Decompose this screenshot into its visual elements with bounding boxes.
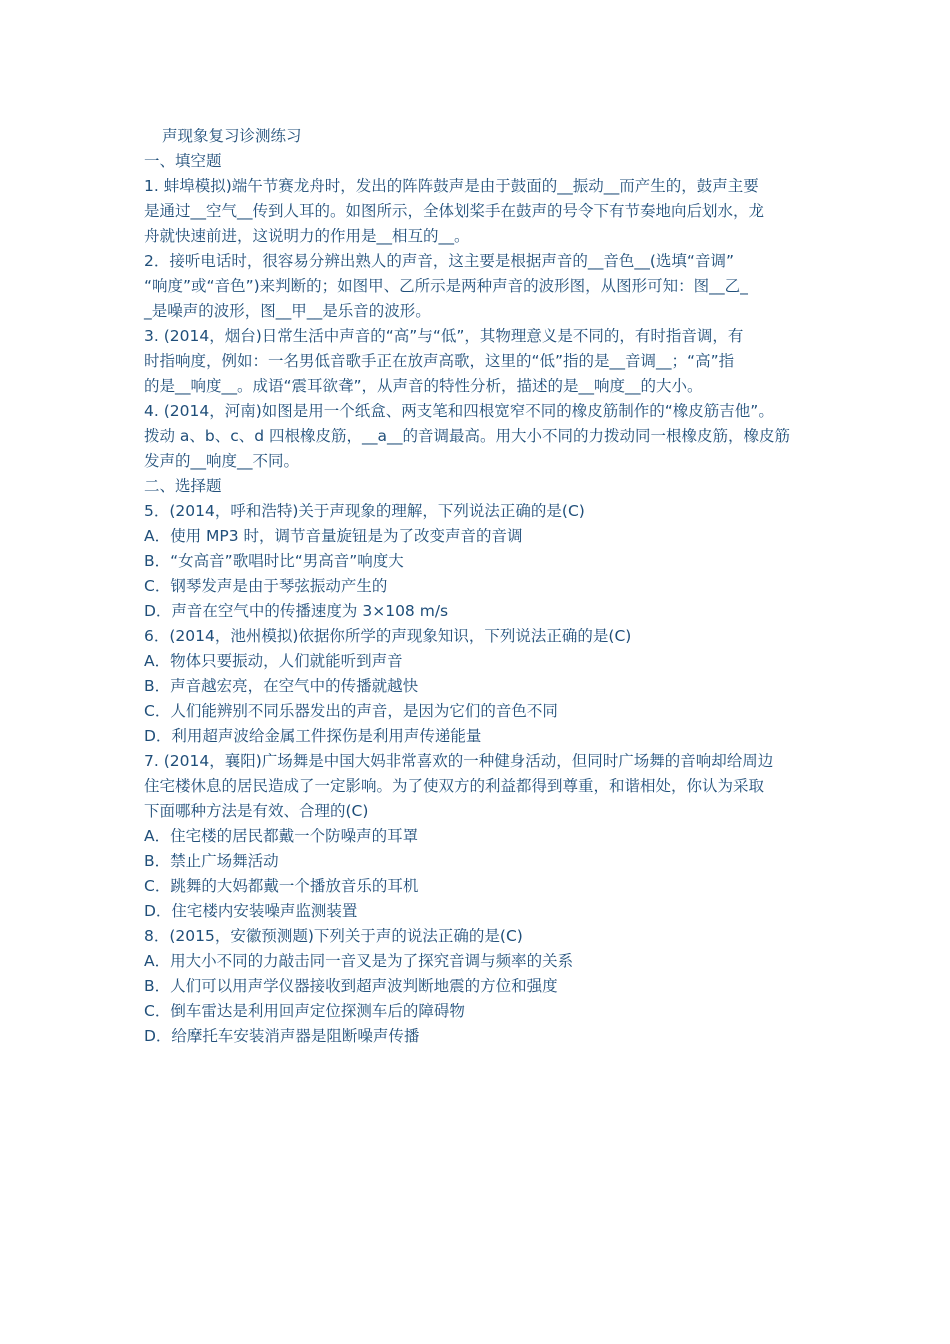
question-2-line-1: 2．接听电话时，很容易分辨出熟人的声音，这主要是根据声音的__音色__(选填“音调” <box>144 252 734 270</box>
question-2-line-2: “响度”或“音色”)来判断的；如图甲、乙所示是两种声音的波形图，从图形可知：图__乙_ <box>144 277 748 295</box>
question-5-option-a: A．使用 MP3 时，调节音量旋钮是为了改变声音的音调 <box>144 527 523 545</box>
question-5-option-b: B．“女高音”歌唱时比“男高音”响度大 <box>144 552 404 570</box>
question-3-line-1: 3. (2014，烟台)日常生活中声音的“高”与“低”，其物理意义是不同的，有时指音调，有 <box>144 327 744 345</box>
question-7-stem-line-3: 下面哪种方法是有效、合理的(C) <box>144 802 369 820</box>
question-1-line-2: 是通过__空气__传到人耳的。如图所示，全体划桨手在鼓声的号令下有节奏地向后划水，龙 <box>144 202 765 220</box>
question-6-option-b: B．声音越宏亮，在空气中的传播就越快 <box>144 677 419 695</box>
question-8-stem: 8．(2015，安徽预测题)下列关于声的说法正确的是(C) <box>144 927 523 945</box>
section-heading-multiple-choice: 二、选择题 <box>144 477 222 495</box>
question-3-line-2: 时指响度，例如：一名男低音歌手正在放声高歌，这里的“低”指的是__音调__；“高”指 <box>144 352 735 370</box>
question-6-option-d: D．利用超声波给金属工件探伤是利用声传递能量 <box>144 727 482 745</box>
question-7-stem-line-2: 住宅楼休息的居民造成了一定影响。为了使双方的利益都得到尊重，和谐相处，你认为采取 <box>144 777 765 795</box>
document-title: 声现象复习诊测练习 <box>162 127 302 145</box>
question-6-option-a: A．物体只要振动，人们就能听到声音 <box>144 652 403 670</box>
document-body <box>144 124 824 1049</box>
question-5-option-c: C．钢琴发声是由于琴弦振动产生的 <box>144 577 388 595</box>
question-7-stem-line-1: 7. (2014，襄阳)广场舞是中国大妈非常喜欢的一种健身活动，但同时广场舞的音响却给周边 <box>144 752 774 770</box>
question-1-line-1: 1. 蚌埠模拟)端午节赛龙舟时，发出的阵阵鼓声是由于鼓面的__振动__而产生的，鼓声主要 <box>144 177 759 195</box>
question-8-option-c: C．倒车雷达是利用回声定位探测车后的障碍物 <box>144 1002 465 1020</box>
question-3-line-3: 的是__响度__。成语“震耳欲聋”，从声音的特性分析，描述的是__响度__的大小。 <box>144 377 703 395</box>
section-heading-fill-blank: 一、填空题 <box>144 152 222 170</box>
question-4-line-3: 发声的__响度__不同。 <box>144 452 300 470</box>
question-8-option-a: A．用大小不同的力敲击同一音叉是为了探究音调与频率的关系 <box>144 952 574 970</box>
question-6-stem: 6．(2014，池州模拟)依据你所学的声现象知识，下列说法正确的是(C) <box>144 627 632 645</box>
question-2-line-3: _是噪声的波形，图__甲__是乐音的波形。 <box>144 302 431 320</box>
question-5-stem: 5．(2014，呼和浩特)关于声现象的理解，下列说法正确的是(C) <box>144 502 585 520</box>
question-5-option-d: D．声音在空气中的传播速度为 3×108 m/s <box>144 602 449 620</box>
question-7-option-a: A．住宅楼的居民都戴一个防噪声的耳罩 <box>144 827 419 845</box>
question-6-option-c: C．人们能辨别不同乐器发出的声音，是因为它们的音色不同 <box>144 702 558 720</box>
question-7-option-d: D．住宅楼内安装噪声监测装置 <box>144 902 358 920</box>
question-8-option-d: D．给摩托车安装消声器是阻断噪声传播 <box>144 1027 420 1045</box>
question-4-line-2: 拨动 a、b、c、d 四根橡皮筋，__a__的音调最高。用大小不同的力拨动同一根橡皮筋，橡皮筋 <box>144 427 791 445</box>
question-4-line-1: 4. (2014，河南)如图是用一个纸盒、两支笔和四根宽窄不同的橡皮筋制作的“橡皮筋吉他”。 <box>144 402 774 420</box>
question-7-option-c: C．跳舞的大妈都戴一个播放音乐的耳机 <box>144 877 419 895</box>
question-8-option-b: B．人们可以用声学仪器接收到超声波判断地震的方位和强度 <box>144 977 558 995</box>
question-7-option-b: B．禁止广场舞活动 <box>144 852 279 870</box>
question-1-line-3: 舟就快速前进，这说明力的作用是__相互的__。 <box>144 227 470 245</box>
